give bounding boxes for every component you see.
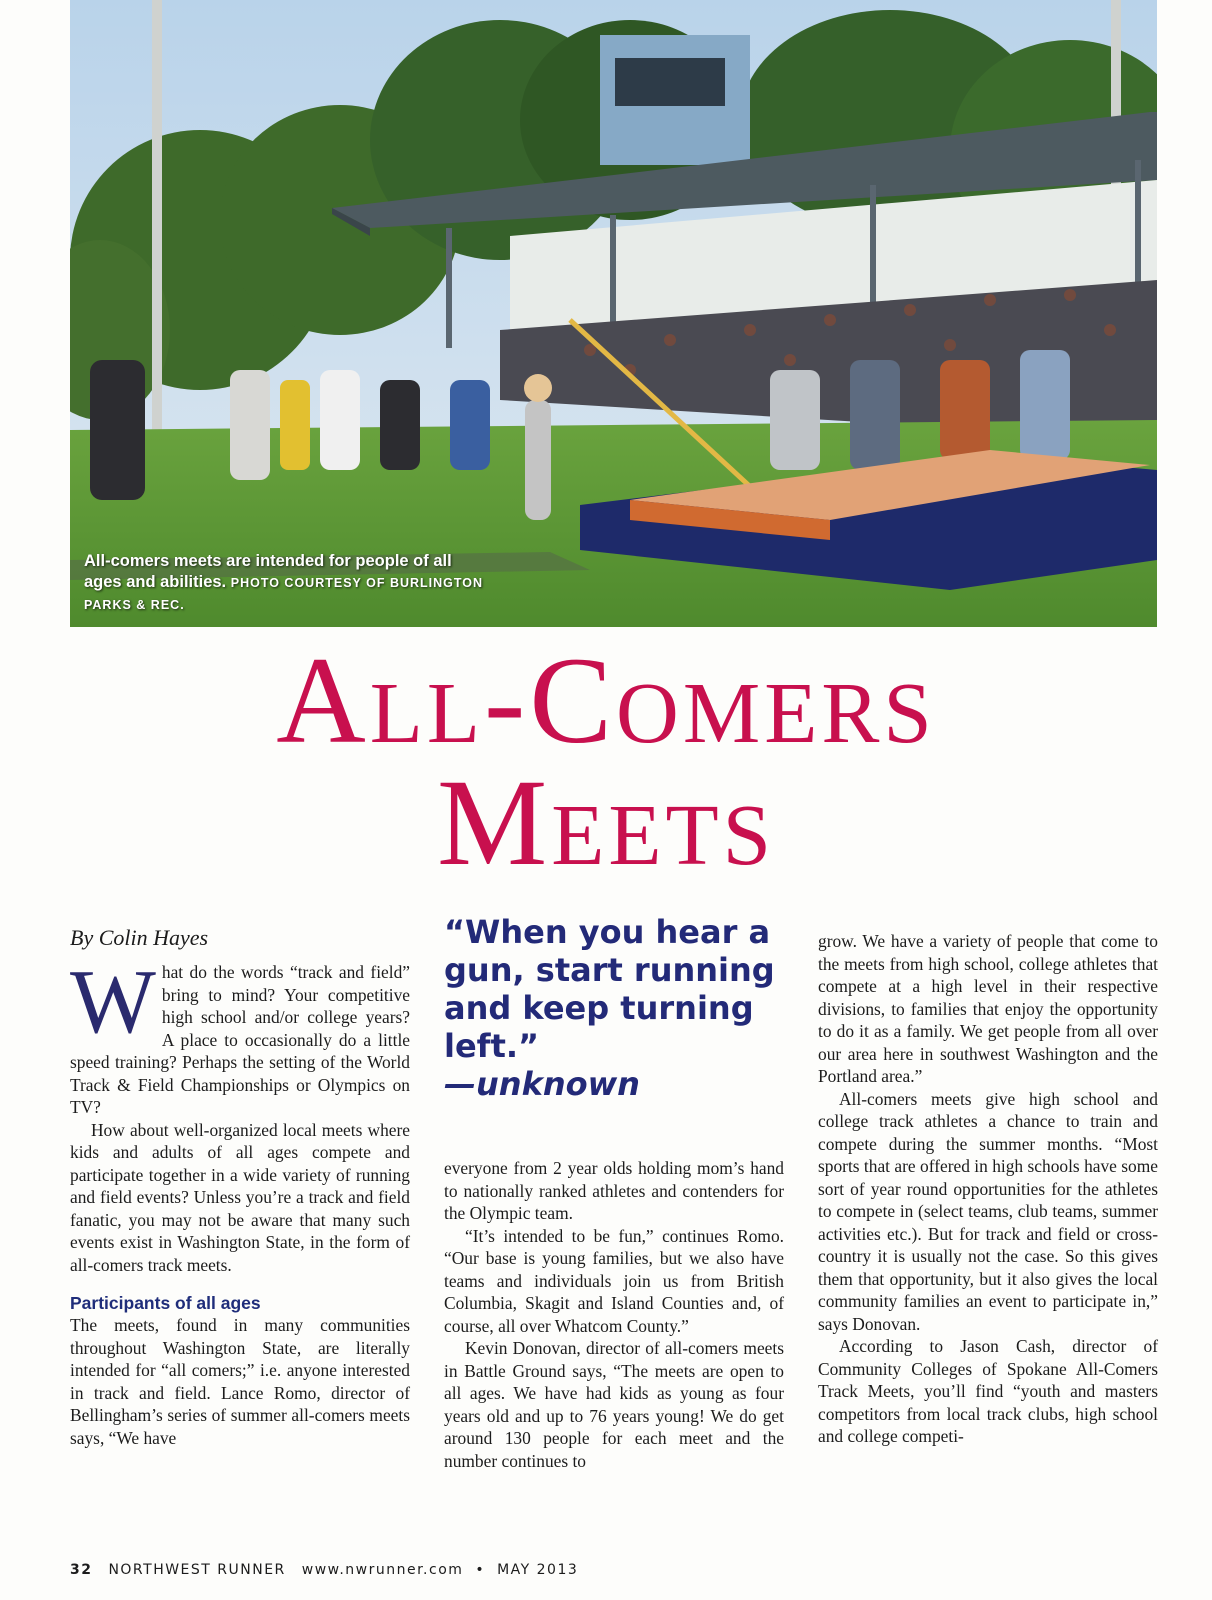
separator-dot: • [475,1562,486,1578]
paragraph: everyone from 2 year olds holding mom’s hand to nationally ranked athletes and contenders for the Olympic team. [444,1158,784,1223]
page-number: 32 [70,1562,93,1578]
caption-credit: PHOTO COURTESY OF BURLINGTON PARKS & REC. [84,576,484,612]
issue-date: MAY 2013 [497,1562,579,1578]
byline: By Colin Hayes [70,925,209,950]
headline-line1: All-Comers [276,632,936,769]
paragraph: grow. We have a variety of people that come to the meets from high school, college athletes that compete at a high level in their respective divisions, to families that enjoy the opportunity to do it as a family. We get people from all over our area here in southwest Washington and the Portland area.” [818,931,1158,1086]
section-subhead: Participants of all ages [70,1293,261,1313]
stadium-illustration [70,0,1157,627]
paragraph: According to Jason Cash, director of Community Colleges of Spokane All-Comers Track Meets, you’ll find “youth and masters competitors from local track clubs, high school and college competi- [818,1336,1158,1446]
paragraph: How about well-organized local meets where kids and adults of all ages compete and participate together in a wide variety of running and field events? Unless you’re a track and field fanatic, you may not be aware that many such events exist in Washington State, in the form of all-comers track meets. [70,1119,410,1275]
caption-main: All-comers meets are intended for people of all ages and abilities. [84,552,452,591]
paragraph: All-comers meets give high school and college track athletes a chance to train and compete during the summer months. “Most sports that are offered in high schools have some sort of year round opportunities for the athletes to compete in (select teams, club teams, summer activities etc.). But for track and field or cross-country it is usually not the case. So this gives them that opportunity, but it also gives the local community families an event to participate in,” says Donovan. [818,1088,1158,1334]
photo-caption [84,551,484,616]
drop-cap: W [70,951,156,1052]
pull-quote-text: “When you hear a gun, start running and keep turning left.” [444,913,775,1065]
intro-text: hat do the words “track and field” bring to mind? Your competitive high school and/or college years? A place to occasionally do a little speed training? Perhaps the setting of the World Track & Field Championships or Olympics on TV? [70,962,410,1117]
paragraph: “It’s intended to be fun,” continues Romo. “Our base is young families, but we also have teams and individuals join us from British Columbia, Skagit and Island Counties and, of course, all over Whatcom County.” [444,1225,784,1336]
paragraph: Kevin Donovan, director of all-comers meets in Battle Ground says, “The meets are open to all ages. We have had kids as young as four years old and up to 76 years young! We do get around 130 people for each meet and the number continues to [444,1338,784,1471]
pull-quote-attribution: —unknown [444,1065,640,1103]
hero-photo [70,0,1157,627]
website-url[interactable]: www.nwrunner.com [301,1562,464,1578]
pull-quote [444,913,789,1103]
headline-line2: Meets [436,754,776,891]
magazine-name: NORTHWEST RUNNER [108,1562,286,1578]
article-column-1 [70,925,410,1449]
article-column-3 [818,930,1158,1448]
intro-paragraph [70,951,410,1119]
paragraph: The meets, found in many communities throughout Washington State, are literally intended for “all comers;” i.e. anyone interested in track and field. Lance Romo, director of Bellingham’s series of summer all-comers meets says, “We have [70,1315,410,1448]
article-column-2 [444,1157,784,1472]
page-footer [70,1562,770,1578]
